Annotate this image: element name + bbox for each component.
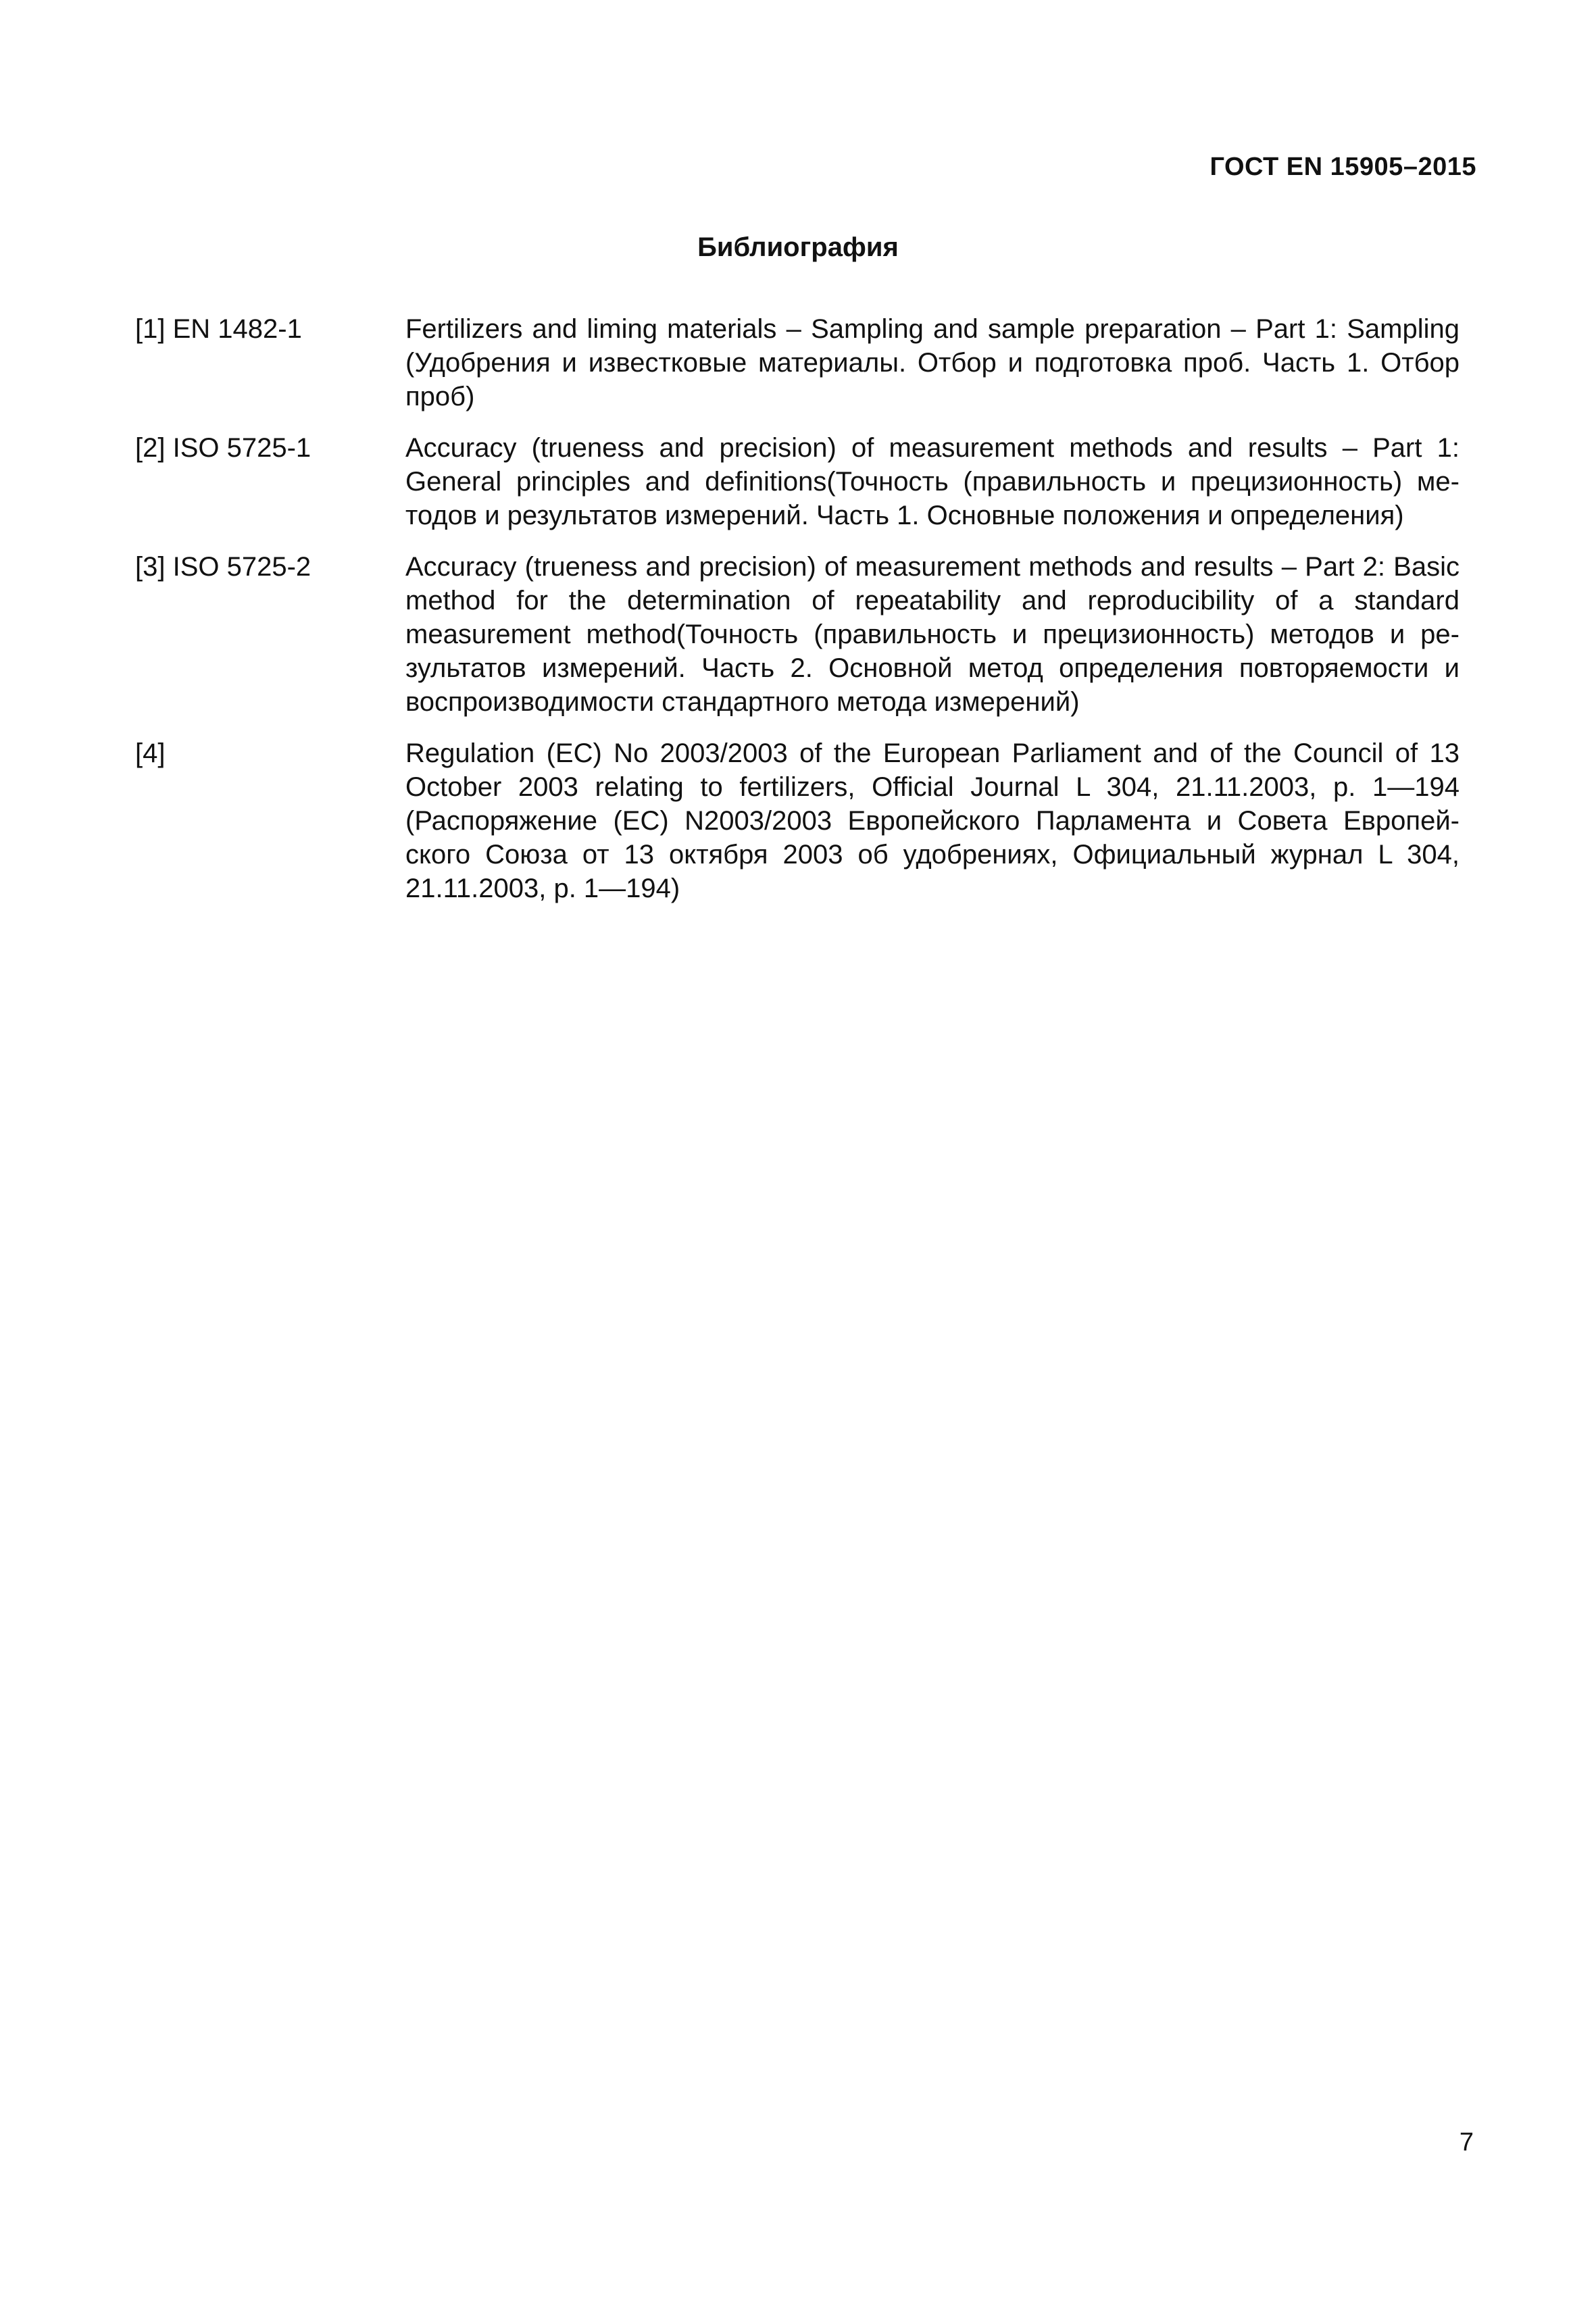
bibliography-entry-key: [4] bbox=[135, 738, 166, 768]
bibliography-entry-text: Accuracy (trueness and precision) of measurement methods and results – Part 2: Basic method for the determination of repeatability and reproducibility of a standard measurement method(Точность (правильность и прецизионность) методов и ре-зультатов измерений. Часть 2. Основной метод определения повторяемости и воспроизводимости стандартного метода измерений) bbox=[405, 552, 1460, 717]
bibliography-list bbox=[135, 312, 1460, 923]
bibliography-entry bbox=[135, 736, 1460, 905]
bibliography-entry-text: Regulation (EC) No 2003/2003 of the European Parliament and of the Council of 13 October 2003 relating to fertilizers, Official Journal L 304, 21.11.2003, p. 1—194 (Распоряжение (EC) N2003/2003 Европейского Парламента и Совета Европей-ского Союза от 13 октября 2003 об удобрениях, Официальный журнал L 304, 21.11.2003, p. 1—194) bbox=[405, 738, 1460, 903]
bibliography-entry-key: [2] ISO 5725-1 bbox=[135, 433, 311, 463]
bibliography-entry bbox=[135, 431, 1460, 532]
bibliography-title: Библиография bbox=[697, 232, 899, 262]
bibliography-entry-text: Fertilizers and liming materials – Sampling and sample preparation – Part 1: Sampling (Удобрения и известковые материалы. Отбор и подготовка проб. Часть 1. Отбор проб) bbox=[405, 314, 1460, 411]
bibliography-entry bbox=[135, 312, 1460, 413]
page-number: 7 bbox=[1459, 2128, 1474, 2157]
bibliography-entry-key: [3] ISO 5725-2 bbox=[135, 552, 311, 582]
bibliography-entry bbox=[135, 550, 1460, 719]
bibliography-entry-key: [1] EN 1482-1 bbox=[135, 314, 302, 344]
bibliography-entry-text: Accuracy (trueness and precision) of measurement methods and results – Part 1: General principles and definitions(Точность (правильность и прецизионность) ме-тодов и результатов измерений. Часть 1. Основные положения и определения) bbox=[405, 433, 1460, 530]
document-id-header: ГОСТ EN 15905–2015 bbox=[1210, 153, 1476, 181]
